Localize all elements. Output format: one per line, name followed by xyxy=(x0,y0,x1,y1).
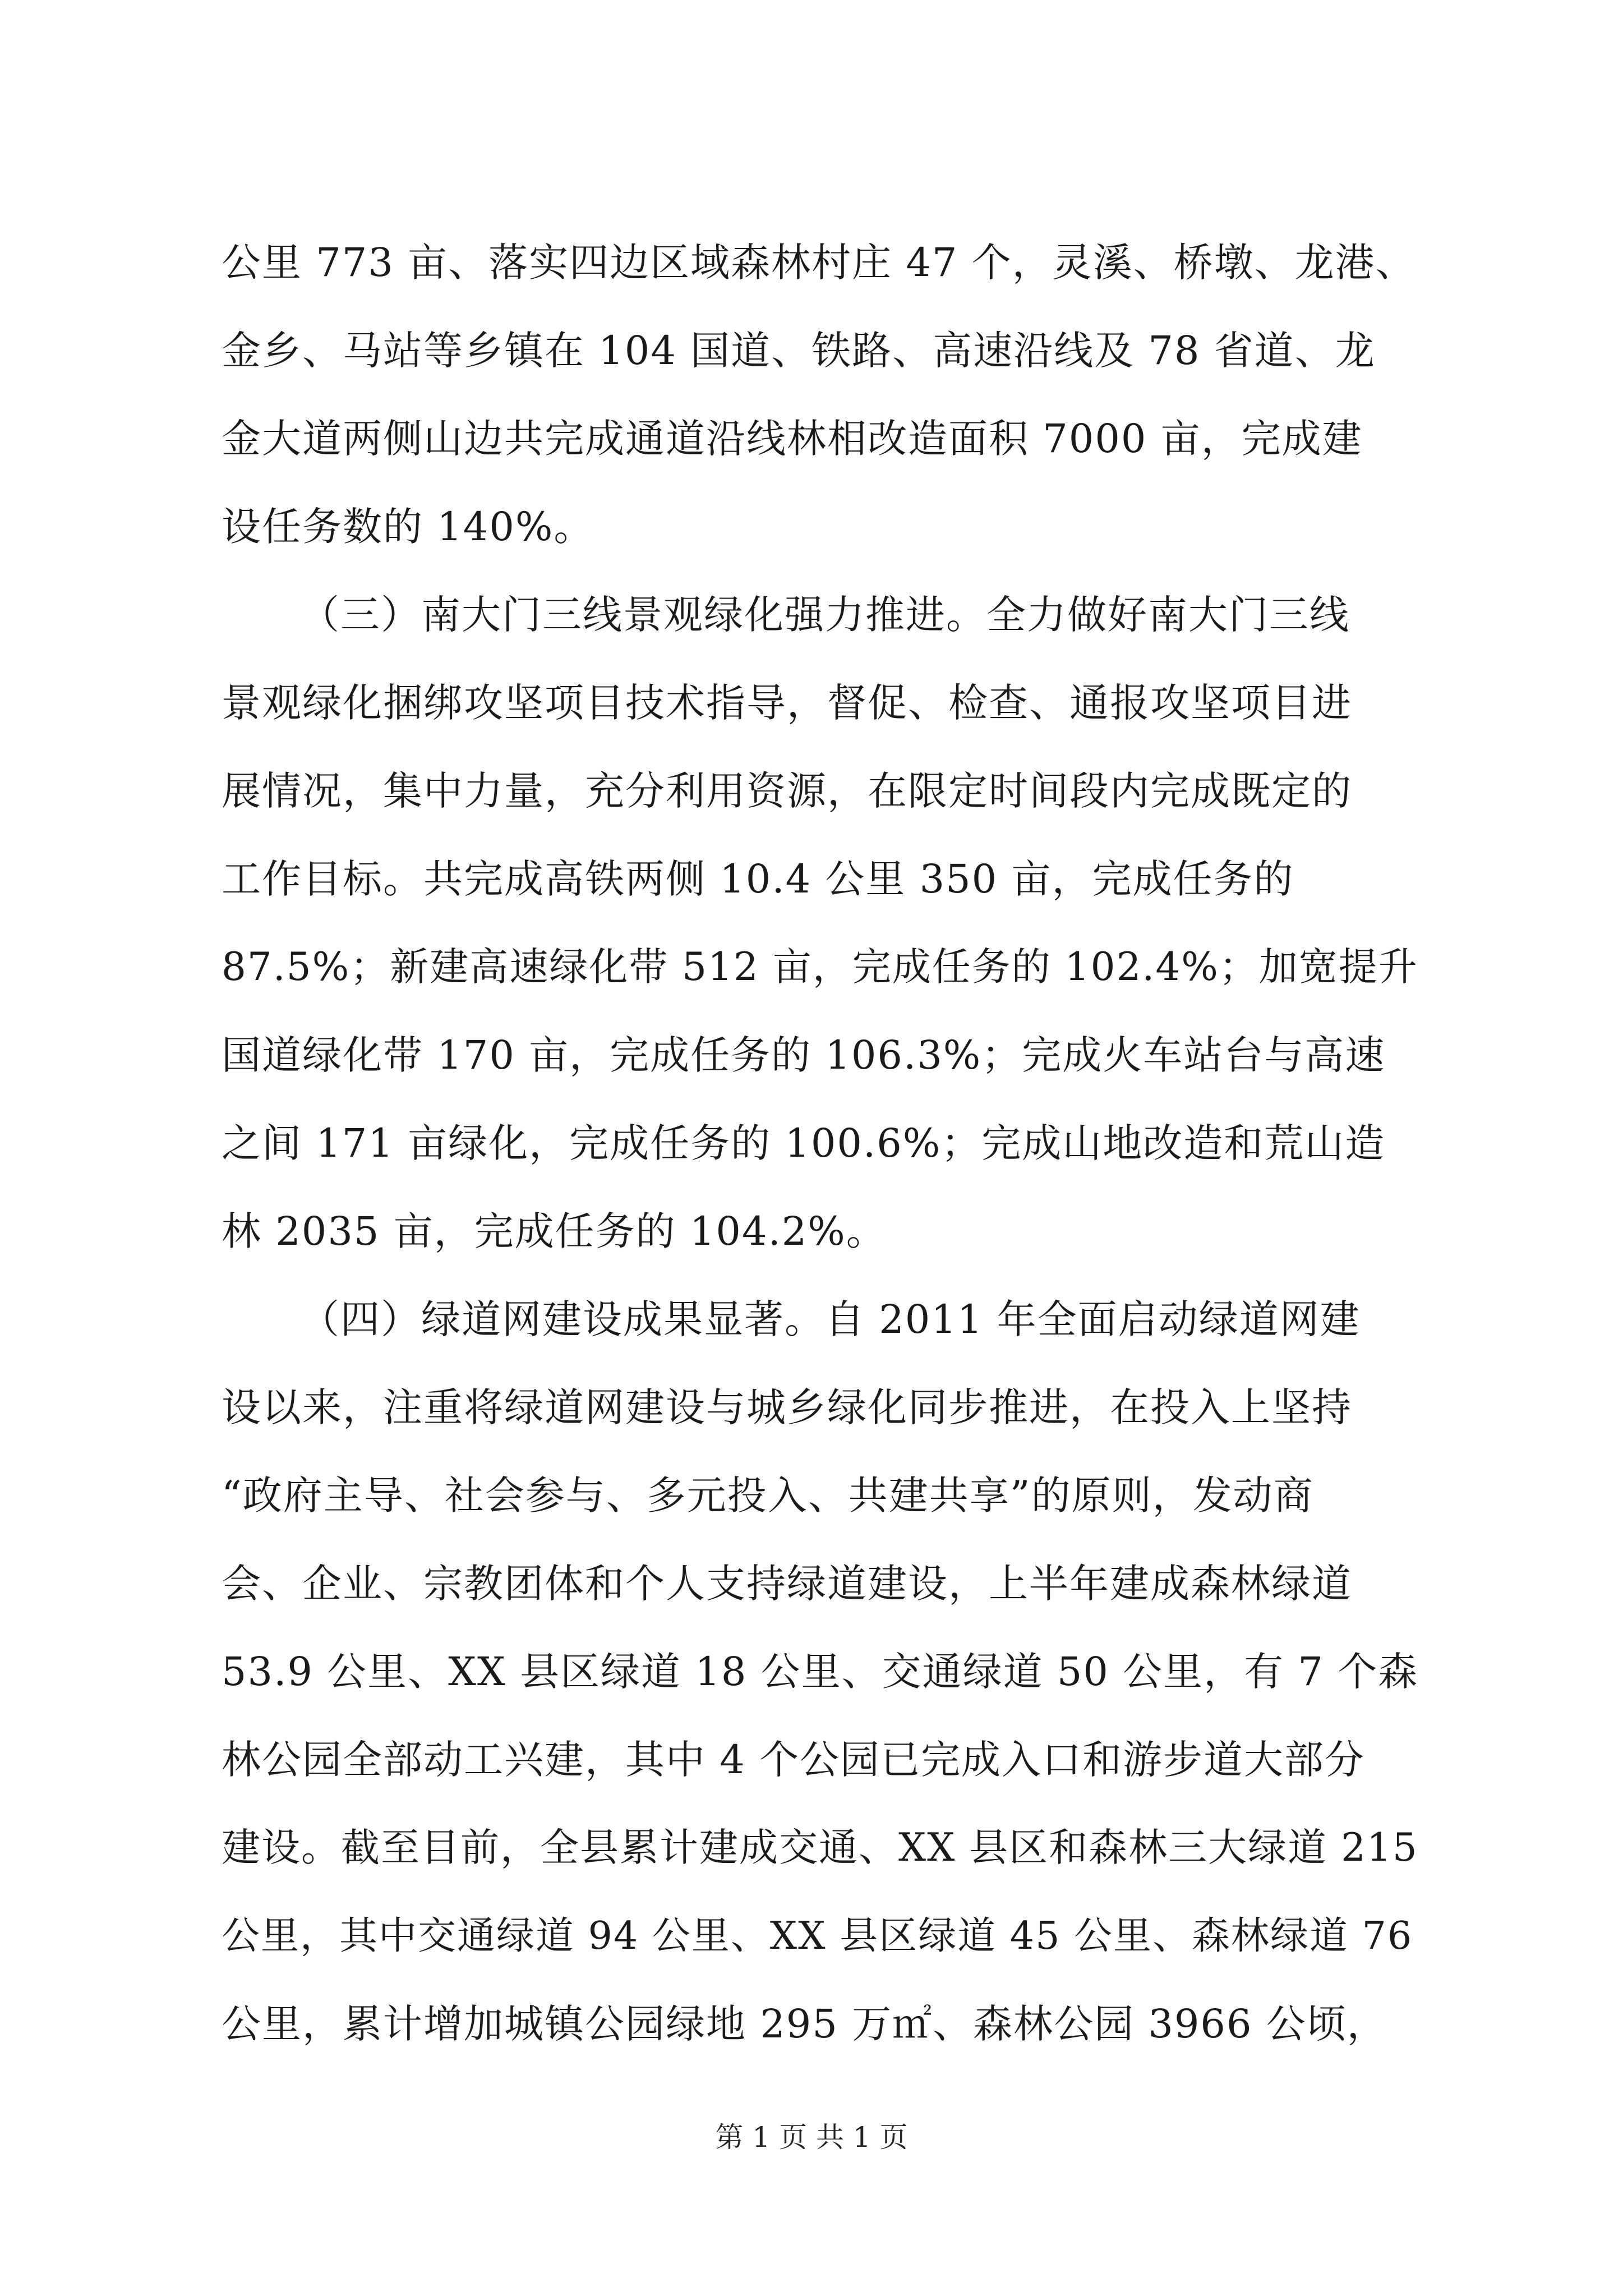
page-footer xyxy=(0,2115,1623,2160)
text-line: 公里，其中交通绿道 94 公里、XX 县区绿道 45 公里、森林绿道 76 xyxy=(222,1914,1413,1958)
body-text xyxy=(222,219,1427,2068)
text-line: “政府主导、社会参与、多元投入、共建共享”的原则，发动商 xyxy=(222,1473,1314,1519)
text-line: （四）绿道网建设成果显著。自 2011 年全面启动绿道网建 xyxy=(300,1296,1361,1342)
text-line: 公里，累计增加城镇公园绿地 295 万㎡、森林公园 3966 公顷， xyxy=(222,2001,1387,2047)
text-line: 国道绿化带 170 亩，完成任务的 106.3%；完成火车站台与高速 xyxy=(222,1032,1386,1078)
text-line: 展情况，集中力量，充分利用资源，在限定时间段内完成既定的 xyxy=(222,768,1352,814)
text-line: 建设。截至目前，全县累计建成交通、XX 县区和森林三大绿道 215 xyxy=(222,1825,1418,1870)
text-line: 工作目标。共完成高铁两侧 10.4 公里 350 亩，完成任务的 xyxy=(222,856,1294,902)
text-line: 林公园全部动工兴建，其中 4 个公园已完成入口和游步道大部分 xyxy=(222,1737,1366,1783)
text-line: 87.5%；新建高速绿化带 512 亩，完成任务的 102.4%；加宽提升 xyxy=(222,945,1418,990)
text-line: 设任务数的 140%。 xyxy=(222,504,594,550)
text-line: 林 2035 亩，完成任务的 104.2%。 xyxy=(222,1208,887,1254)
text-line: 公里 773 亩、落实四边区域森林村庄 47 个，灵溪、桥墩、龙港、 xyxy=(222,240,1416,286)
text-line: 金乡、马站等乡镇在 104 国道、铁路、高速沿线及 78 省道、龙 xyxy=(222,328,1376,374)
text-line: 之间 171 亩绿化，完成任务的 100.6%；完成山地改造和荒山造 xyxy=(222,1120,1386,1166)
text-line: 53.9 公里、XX 县区绿道 18 公里、交通绿道 50 公里，有 7 个森 xyxy=(222,1649,1419,1695)
text-line: 会、企业、宗教团体和个人支持绿道建设，上半年建成森林绿道 xyxy=(222,1561,1352,1607)
text-line: 金大道两侧山边共完成通道沿线林相改造面积 7000 亩，完成建 xyxy=(222,416,1363,462)
text-line: （三）南大门三线景观绿化强力推进。全力做好南大门三线 xyxy=(300,592,1350,638)
text-line: 设以来，注重将绿道网建设与城乡绿化同步推进，在投入上坚持 xyxy=(222,1384,1352,1430)
page-number-label: 第 1 页 共 1 页 xyxy=(715,2121,908,2154)
text-line: 景观绿化捆绑攻坚项目技术指导，督促、检查、通报攻坚项目进 xyxy=(222,680,1352,726)
